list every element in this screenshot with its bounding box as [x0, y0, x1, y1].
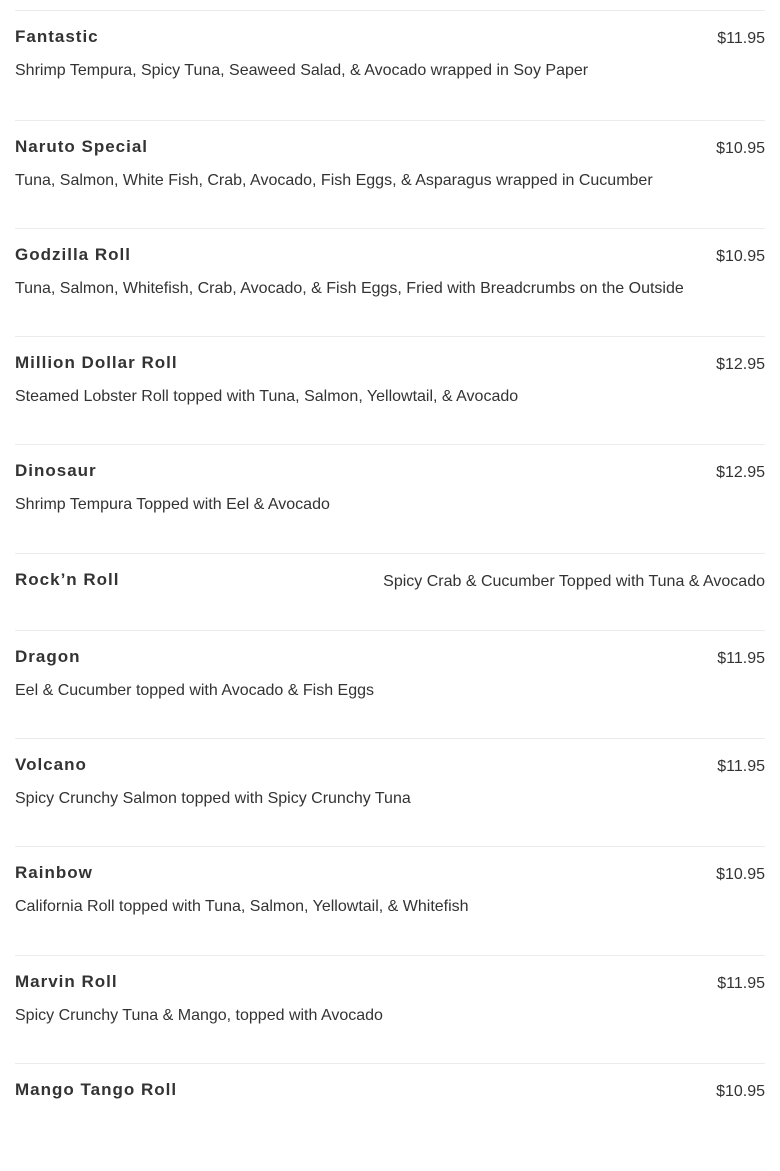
menu-item-rainbow — [15, 846, 765, 955]
item-description: Steamed Lobster Roll topped with Tuna, Salmon, Yellowtail, & Avocado — [15, 388, 519, 405]
menu-item-marvin-roll — [15, 955, 765, 1063]
menu-item-naruto-special — [15, 120, 765, 228]
item-name: Marvin Roll — [15, 972, 118, 991]
item-description: Eel & Cucumber topped with Avocado & Fish Eggs — [15, 682, 375, 699]
item-price: $10.95 — [716, 140, 765, 157]
item-name: Dinosaur — [15, 461, 97, 480]
item-description: Spicy Crab & Cucumber Topped with Tuna & Avocado — [383, 573, 765, 590]
item-price: $12.95 — [716, 464, 765, 481]
menu-list — [15, 0, 765, 1171]
item-price: $10.95 — [716, 1083, 765, 1100]
item-description: Tuna, Salmon, White Fish, Crab, Avocado, Fish Eggs, & Asparagus wrapped in Cucumber — [15, 172, 653, 189]
item-description: Spicy Crunchy Salmon topped with Spicy Crunchy Tuna — [15, 790, 411, 807]
item-price: $12.95 — [716, 356, 765, 373]
item-name: Mango Tango Roll — [15, 1080, 178, 1099]
menu-item-million-dollar-roll — [15, 336, 765, 444]
item-name: Dragon — [15, 647, 81, 666]
item-description: Spicy Crunchy Tuna & Mango, topped with Avocado — [15, 1007, 383, 1024]
menu-item-godzilla-roll — [15, 228, 765, 336]
item-name: Rock’n Roll — [15, 570, 120, 589]
item-description: Tuna, Salmon, Whitefish, Crab, Avocado, & Fish Eggs, Fried with Breadcrumbs on the Outside — [15, 280, 684, 297]
menu-item-rock-n-roll — [15, 553, 765, 630]
item-name: Fantastic — [15, 27, 99, 46]
item-name: Naruto Special — [15, 137, 149, 156]
item-name: Rainbow — [15, 863, 93, 882]
item-price: $11.95 — [717, 758, 765, 775]
item-price: $11.95 — [717, 650, 765, 667]
menu-item-mango-tango-roll — [15, 1063, 765, 1171]
item-price: $11.95 — [717, 975, 765, 992]
item-description: California Roll topped with Tuna, Salmon, Yellowtail, & Whitefish — [15, 898, 469, 915]
menu-item-fantastic — [15, 10, 765, 120]
item-description: Shrimp Tempura Topped with Eel & Avocado — [15, 496, 330, 513]
item-description: Shrimp Tempura, Spicy Tuna, Seaweed Salad, & Avocado wrapped in Soy Paper — [15, 62, 589, 79]
item-price: $11.95 — [717, 30, 765, 47]
item-name: Million Dollar Roll — [15, 353, 178, 372]
item-name: Volcano — [15, 755, 87, 774]
menu-item-dinosaur — [15, 444, 765, 553]
menu-item-dragon — [15, 630, 765, 738]
item-price: $10.95 — [716, 248, 765, 265]
item-name: Godzilla Roll — [15, 245, 131, 264]
menu-item-volcano — [15, 738, 765, 846]
item-price: $10.95 — [716, 866, 765, 883]
